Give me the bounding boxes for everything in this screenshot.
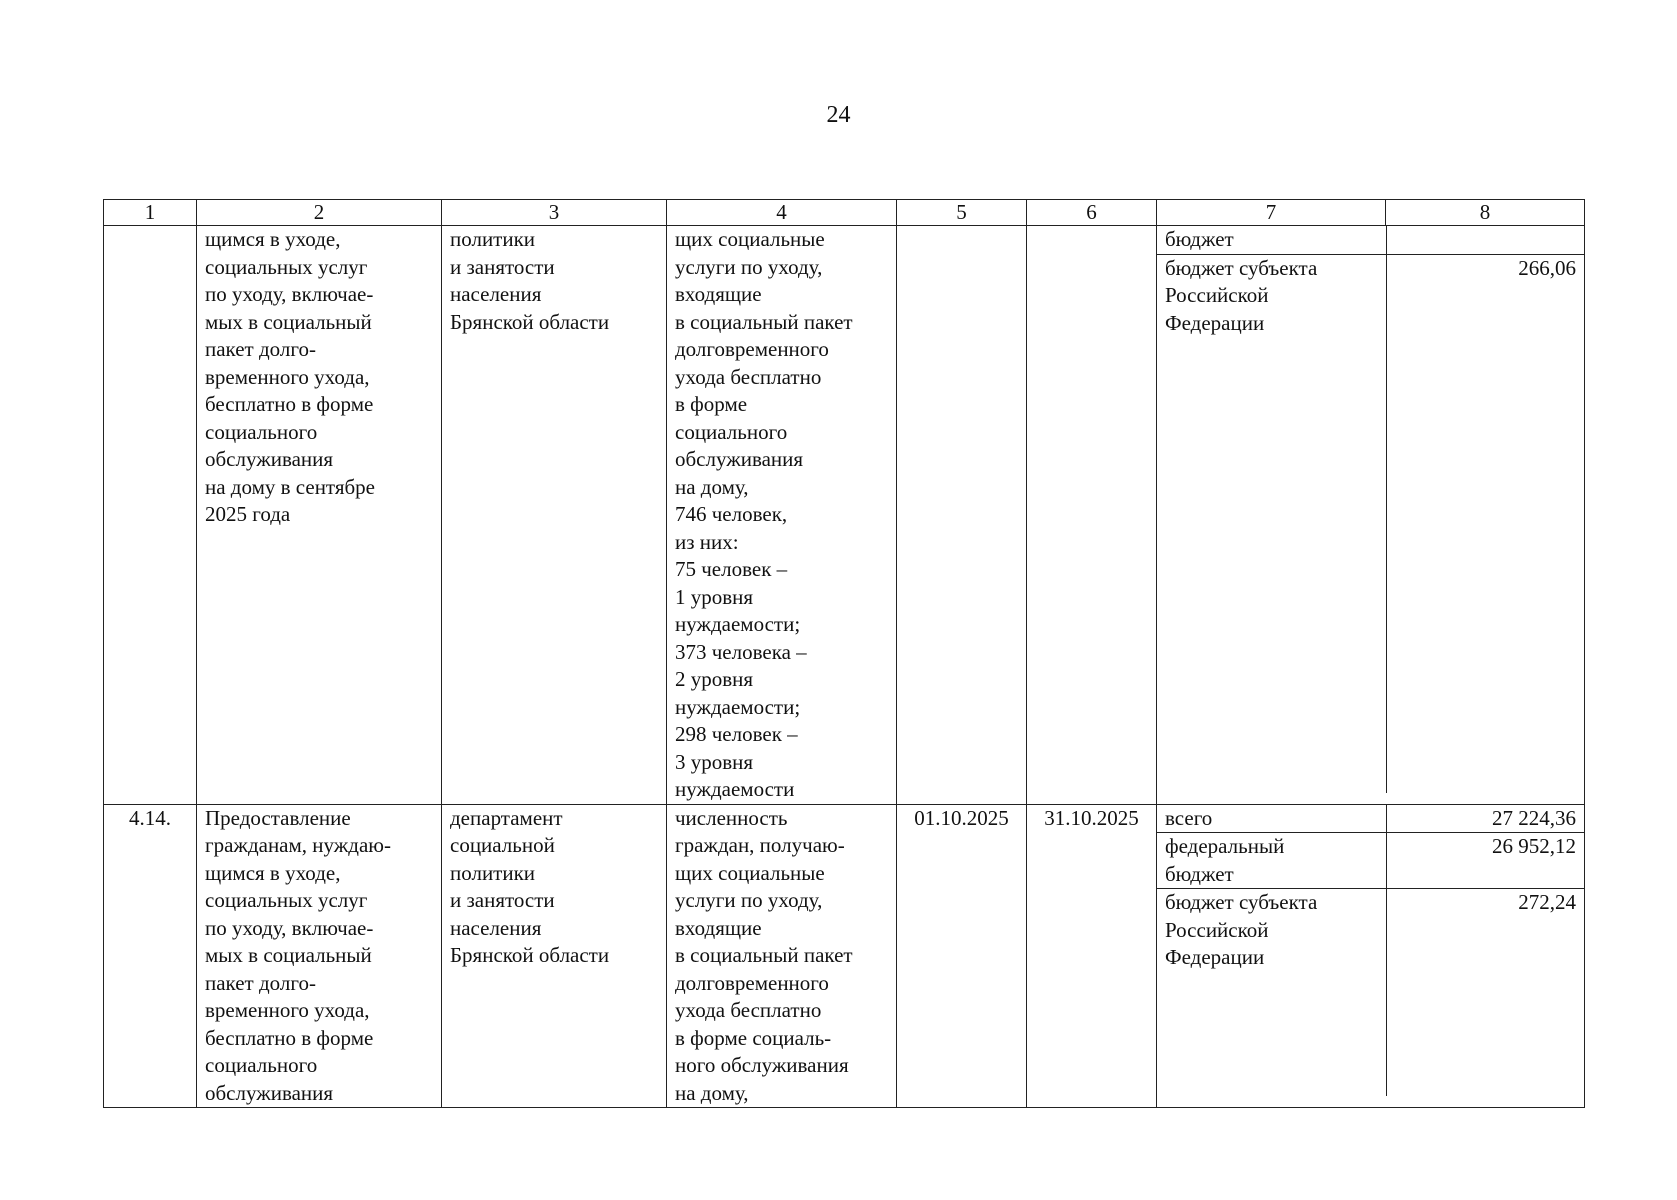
column-number: 4 — [667, 200, 897, 226]
column-numbers-row — [104, 200, 1585, 226]
funding-line — [1157, 805, 1585, 833]
column-number: 1 — [104, 200, 197, 226]
funding-line — [1157, 889, 1585, 1097]
funding-source: бюджет субъекта Российской Федерации — [1157, 254, 1386, 793]
funding-line — [1157, 254, 1585, 793]
item-number — [104, 226, 197, 805]
column-number: 2 — [197, 200, 442, 226]
activity-name: щимся в уходе, социальных услуг по уходу, включае- мых в социальный пакет долго- временного ухода, бесплатно в форме социального обслуживания на дому в сентябре 2025 года — [197, 226, 442, 805]
responsible-executor: политики и занятости населения Брянской области — [442, 226, 667, 805]
end-date: 31.10.2025 — [1027, 804, 1157, 1108]
column-number: 5 — [897, 200, 1027, 226]
funding-cell — [1157, 804, 1585, 1108]
start-date — [897, 226, 1027, 805]
column-number: 8 — [1386, 200, 1585, 226]
funding-table — [1157, 805, 1585, 1097]
funding-table — [1157, 226, 1585, 793]
column-number: 3 — [442, 200, 667, 226]
funding-amount: 26 952,12 — [1386, 833, 1585, 889]
column-number: 6 — [1027, 200, 1157, 226]
program-table — [103, 199, 1585, 1108]
funding-amount: 272,24 — [1518, 890, 1576, 914]
column-number: 7 — [1157, 200, 1386, 226]
funding-amount: 27 224,36 — [1386, 805, 1585, 833]
funding-source: федеральный бюджет — [1157, 833, 1386, 889]
activity-name: Предоставление гражданам, нуждаю- щимся в уходе, социальных услуг по уходу, включае- мых в социальный пакет долго- временного ухода, бесплатно в форме социального обслуживания — [197, 804, 442, 1108]
result-indicator: численность граждан, получаю- щих социальные услуги по уходу, входящие в социальный пакет долговременного ухода бесплатно в форме социаль- ного обслуживания на дому, — [667, 804, 897, 1108]
funding-line — [1157, 226, 1585, 254]
page-number: 24 — [826, 102, 851, 128]
funding-source: бюджет — [1157, 226, 1386, 254]
funding-source: всего — [1157, 805, 1386, 833]
funding-source: бюджет субъекта Российской Федерации — [1157, 889, 1386, 1097]
responsible-executor: департамент социальной политики и занятости населения Брянской области — [442, 804, 667, 1108]
start-date: 01.10.2025 — [897, 804, 1027, 1108]
table-row — [104, 804, 1585, 1108]
funding-amount: 266,06 — [1518, 255, 1576, 280]
funding-amount — [1386, 226, 1585, 254]
end-date — [1027, 226, 1157, 805]
table-row — [104, 226, 1585, 805]
result-indicator: щих социальные услуги по уходу, входящие в социальный пакет долговременного ухода бесплатно в форме социального обслуживания на дому, 746 человек, из них: 75 человек – 1 уровня нуждаемости; 373 человека – 2 уровня нуждаемости; 298 человек – 3 уровня нуждаемости — [667, 226, 897, 805]
item-number: 4.14. — [104, 804, 197, 1108]
funding-cell — [1157, 226, 1585, 805]
funding-line — [1157, 833, 1585, 889]
